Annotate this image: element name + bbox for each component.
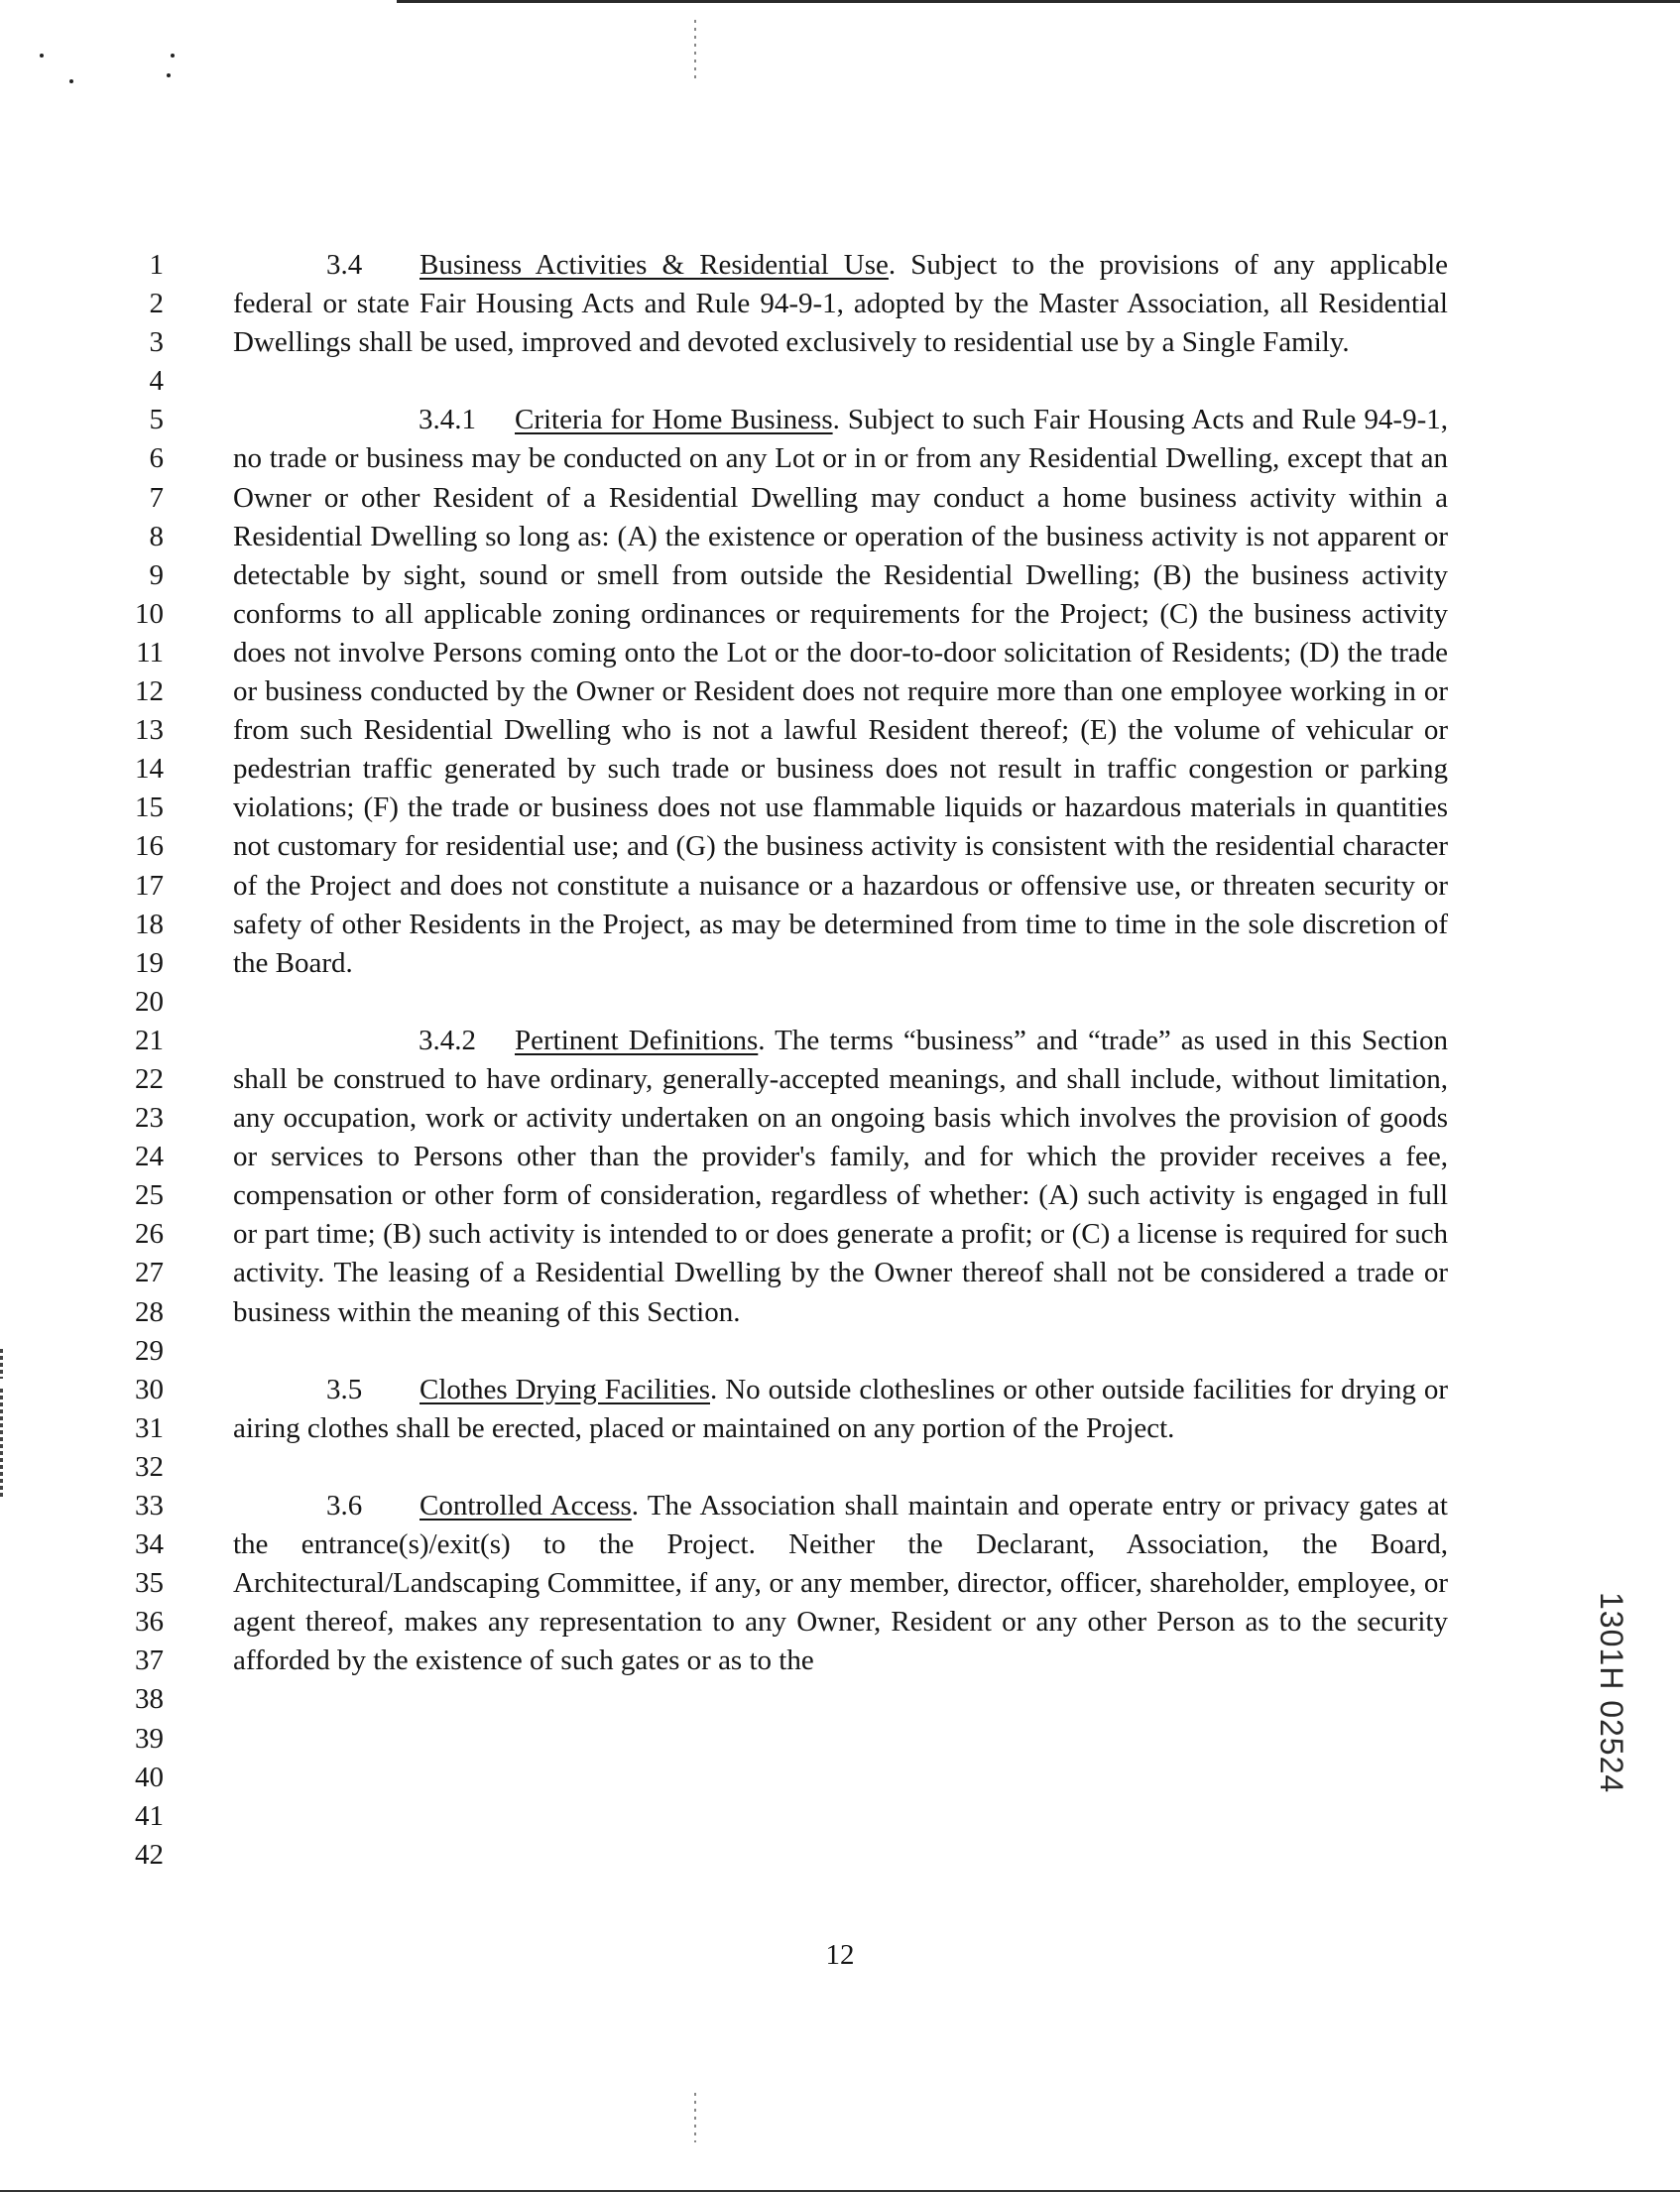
line-number: 16 [135,830,164,863]
line-number: 12 [135,675,164,708]
line-number: 5 [149,404,164,436]
section-3-4-2 [233,1022,1448,1332]
line-number: 14 [135,753,164,786]
line-number: 15 [135,792,164,824]
line-number: 31 [135,1411,164,1444]
line-number: 42 [135,1838,164,1871]
recording-stamp [1594,1592,1633,1860]
section-heading: Pertinent Definitions [515,1024,759,1056]
line-number: 26 [135,1218,164,1251]
line-number: 8 [149,520,164,552]
scan-edge-mark [0,1389,3,1498]
section-text: . Subject to the provisions of any applicable federal or state Fair Housing Acts and Rule 94-9-1, adopted by the Master Association, all Residential Dwellings shall be used, improved and devoted exclusively to residential use by a Single Family. [233,249,1448,359]
scan-speck [167,73,171,77]
section-heading: Business Activities & Residential Use [420,249,889,281]
section-number: 3.4 [326,249,363,281]
line-number: 32 [135,1450,164,1483]
section-heading: Criteria for Home Business [515,404,833,436]
section-number: 3.4.2 [419,1024,476,1056]
line-number: 2 [149,288,164,320]
line-number: 38 [135,1683,164,1716]
scan-edge-mark [0,1349,3,1379]
line-number: 24 [135,1141,164,1173]
line-number: 9 [149,558,164,591]
line-number: 33 [135,1490,164,1522]
section-text: . Subject to such Fair Housing Acts and Rule 94-9-1, no trade or business may be conducted on any Lot or in or from any Residential Dwelling, except that an Owner or other Resident of a Residential Dwelling may conduct a home business activity within a Residential Dwelling so long as: (A) the existence or operation of the business activity is not apparent or detectable by sight, sound or smell from outside the Residential Dwelling; (B) the business activity conforms to all applicable zoning ordinances or requirements for the Project; (C) the business activity does not involve Persons coming onto the Lot or the door-to-door solicitation of Residents; (D) the trade or business conducted by the Owner or Resident does not require more than one employee working in or from such Residential Dwelling who is not a lawful Resident thereof; (E) the volume of vehicular or pedestrian traffic generated by such trade or business does not result in traffic congestion or parking violations; (F) the trade or business does not use flammable liquids or hazardous materials in quantities not customary for residential use; and (G) the business activity is consistent with the residential character of the Project and does not constitute a nuisance or a hazardous or offensive use, or threaten security or safety of other Residents in the Project, as may be determined from time to time in the sole discretion of the Board. [233,404,1448,979]
section-heading: Clothes Drying Facilities [420,1373,710,1405]
recording-stamp-text: 1301H 02524 [1594,1592,1629,1794]
line-number: 4 [149,365,164,398]
scan-speck [40,54,44,58]
scan-fold-mark [694,20,696,79]
line-number: 20 [135,985,164,1018]
section-3-5 [233,1371,1448,1448]
line-number: 34 [135,1528,164,1561]
section-text: . The Association shall maintain and operate entry or privacy gates at the entrance(s)/exit(s) to the Project. Neither the Declarant, Association, the Board, Architectural/Landscaping Committee, if any, or any member, director, officer, shareholder, employee, or agent thereof, makes any representation to any Owner, Resident or any other Person as to the security afforded by the existence of such gates or as to the [233,1490,1448,1677]
line-number: 25 [135,1179,164,1212]
line-number: 40 [135,1761,164,1793]
line-number: 29 [135,1334,164,1367]
line-number: 6 [149,442,164,475]
section-3-6 [233,1487,1448,1680]
line-number: 21 [135,1024,164,1056]
scan-speck [171,54,175,58]
line-number: 22 [135,1062,164,1095]
line-number: 1 [149,249,164,281]
line-number: 19 [135,946,164,979]
line-number: 27 [135,1257,164,1289]
page-number: 12 [825,1939,855,1971]
line-number: 35 [135,1567,164,1600]
scan-top-border [397,0,1680,3]
line-number: 10 [135,597,164,630]
line-number: 39 [135,1722,164,1755]
line-number: 41 [135,1799,164,1832]
section-number: 3.5 [326,1373,363,1405]
scan-speck [69,79,73,83]
line-number: 11 [136,636,164,669]
document-body [233,246,1448,1680]
section-number: 3.6 [326,1490,363,1522]
section-heading: Controlled Access [420,1490,632,1522]
section-3-4-1 [233,401,1448,982]
line-number: 30 [135,1373,164,1405]
line-number: 7 [149,481,164,514]
line-number: 18 [135,908,164,940]
line-numbers [119,246,164,1875]
line-number: 37 [135,1644,164,1677]
scan-fold-mark [694,2093,696,2142]
line-number: 36 [135,1606,164,1639]
section-text: . No outside clotheslines or other outside facilities for drying or airing clothes shall be erected, placed or maintained on any portion of the Project. [233,1373,1448,1444]
line-number: 17 [135,869,164,902]
line-number: 28 [135,1295,164,1328]
section-3-4 [233,246,1448,362]
section-text: . The terms “business” and “trade” as used in this Section shall be construed to have ordinary, generally-accepted meanings, and shall include, without limitation, any occupation, work or activity undertaken on an ongoing basis which involves the provision of goods or services to Persons other than the provider's family, and for which the provider receives a fee, compensation or other form of consideration, regardless of whether: (A) such activity is engaged in full or part time; (B) such activity is intended to or does generate a profit; or (C) a license is required for such activity. The leasing of a Residential Dwelling by the Owner thereof shall not be considered a trade or business within the meaning of this Section. [233,1024,1448,1328]
line-number: 3 [149,326,164,359]
section-number: 3.4.1 [419,404,476,436]
line-number: 13 [135,714,164,747]
line-number: 23 [135,1102,164,1135]
